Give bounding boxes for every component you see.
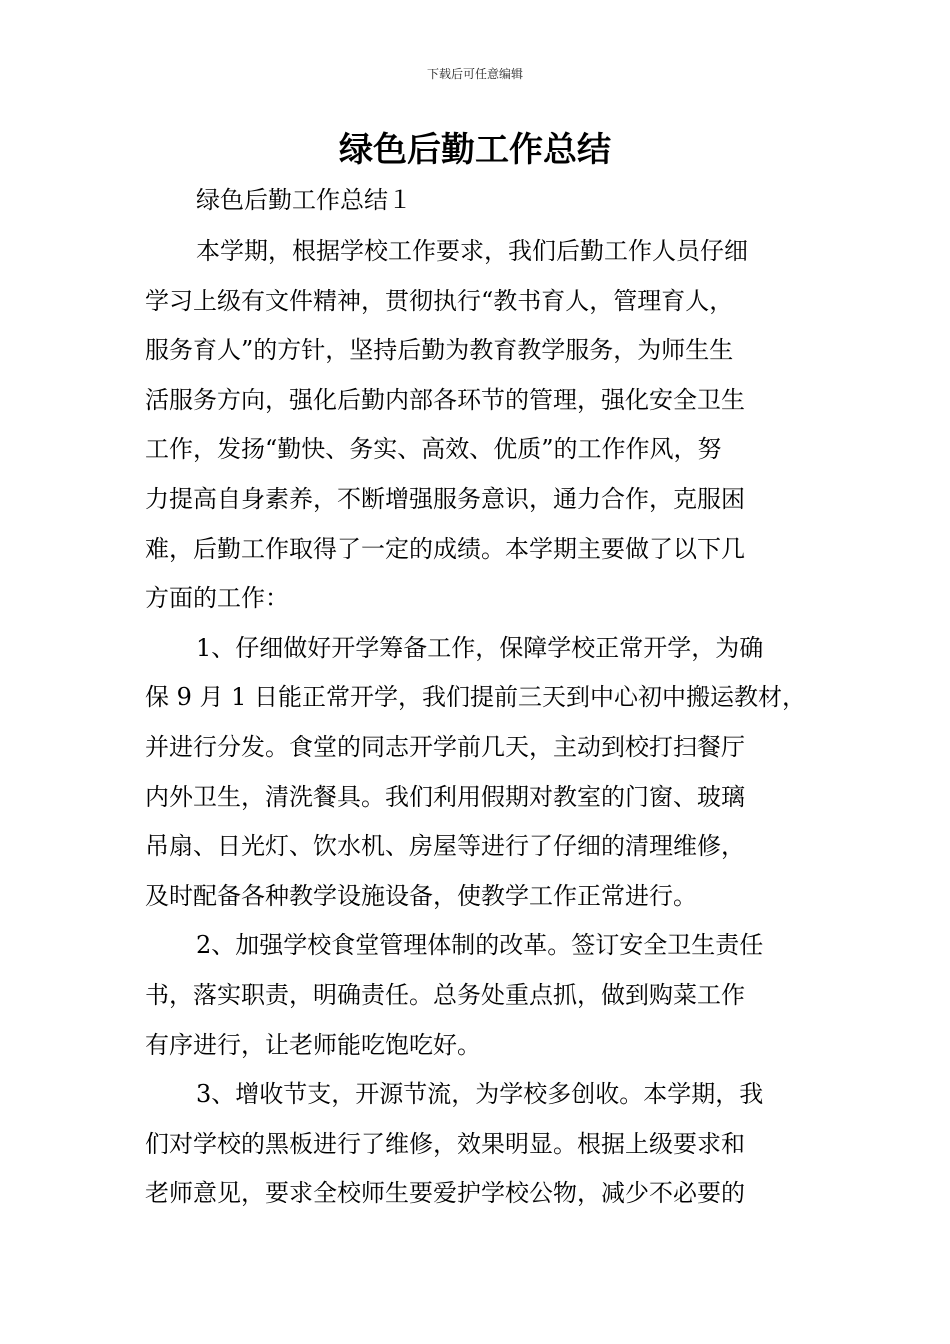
paragraph-line: 学习上级有文件精神，贯彻执行“教书育人，管理育人， — [145, 286, 734, 315]
document-body — [145, 227, 845, 1219]
paragraph-line: 方面的工作： — [145, 584, 289, 613]
paragraph-line: 工作，发扬“勤快、务实、高效、优质”的工作作风，努 — [145, 435, 722, 464]
paragraph-line: 活服务方向，强化后勤内部各环节的管理，强化安全卫生 — [145, 385, 745, 414]
paragraph-line: 力提高自身素养，不断增强服务意识，通力合作，克服困 — [145, 484, 745, 513]
paragraph-line: 1、仔细做好开学筹备工作，保障学校正常开学，为确 — [196, 633, 764, 662]
paragraph-line: 2、加强学校食堂管理体制的改革。签订安全卫生责任 — [196, 931, 764, 960]
paragraph-4 — [145, 1070, 845, 1219]
paragraph-line: 3、增收节支，开源节流，为学校多创收。本学期，我 — [196, 1080, 764, 1109]
paragraph-line: 服务育人”的方针，坚持后勤为教育教学服务，为师生生 — [145, 336, 734, 365]
paragraph-3 — [145, 921, 845, 1070]
paragraph-line: 有序进行，让老师能吃饱吃好。 — [145, 1030, 481, 1059]
paragraph-line: 及时配备各种教学设施设备，使教学工作正常进行。 — [145, 881, 697, 910]
paragraph-line: 吊扇、日光灯、饮水机、房屋等进行了仔细的清理维修， — [145, 832, 745, 861]
paragraph-2 — [145, 624, 845, 922]
paragraph-line: 老师意见，要求全校师生要爱护学校公物，减少不必要的 — [145, 1179, 745, 1208]
paragraph-line: 内外卫生，清洗餐具。我们利用假期对教室的门窗、玻璃 — [145, 782, 745, 811]
header-note: 下载后可任意编辑 — [426, 67, 523, 81]
document-subtitle: 绿色后勤工作总结１ — [196, 186, 412, 214]
paragraph-line: 难，后勤工作取得了一定的成绩。本学期主要做了以下几 — [145, 534, 745, 563]
paragraph-line: 本学期，根据学校工作要求，我们后勤工作人员仔细 — [196, 237, 748, 265]
document-title: 绿色后勤工作总结 — [339, 130, 611, 170]
paragraph-line: 们对学校的黑板进行了维修，效果明显。根据上级要求和 — [145, 1129, 745, 1158]
paragraph-line: 保 9 月 1 日能正常开学，我们提前三天到中心初中搬运教材， — [145, 683, 807, 712]
paragraph-1 — [145, 227, 845, 624]
paragraph-line: 并进行分发。食堂的同志开学前几天，主动到校打扫餐厅 — [145, 732, 745, 761]
paragraph-line: 书，落实职责，明确责任。总务处重点抓，做到购菜工作 — [145, 980, 745, 1009]
